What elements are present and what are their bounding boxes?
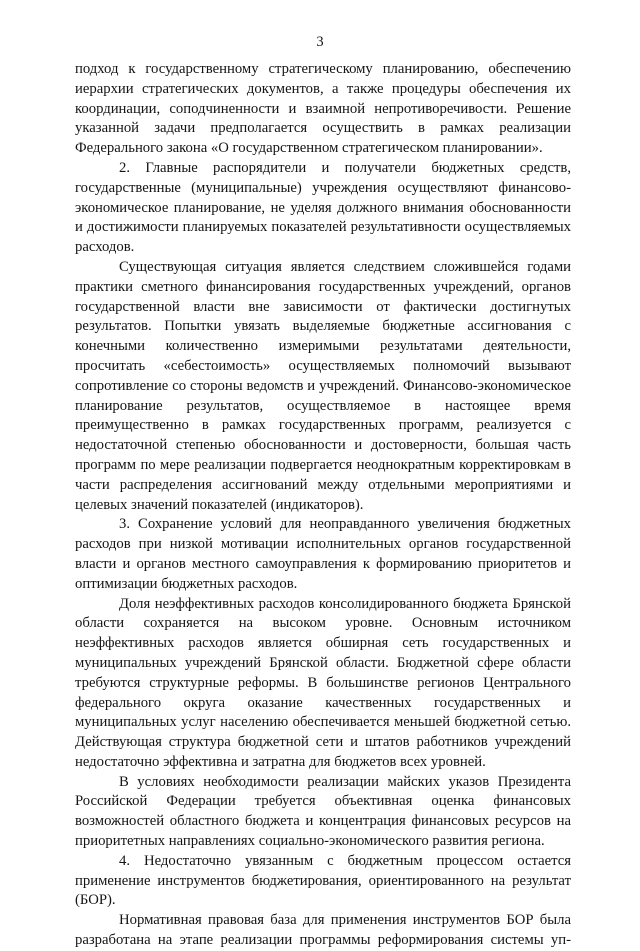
paragraph: 4. Недостаточно увязанным с бюджетным процессом остается применение инструментов бюджетирования, ориентированного на результат (БОР). [75, 852, 571, 909]
page-number: 3 [316, 34, 324, 50]
paragraph: Существующая ситуация является следствием сложившейся годами практики сметного финансирования государственных учреждений, органов государственной власти вне зависимости от фактически достигнутых результатов. Попытки увязать выделяемые бюджетные ассигнования с конечными количественно измеримыми результатами деятельности, просчитать «себестоимость» осуществляемых полномочий вызывают сопротивление со стороны ведомств и учреждений. Финансово-экономическое планирование результатов, осуществляемое в настоящее время преимущественно в рамках государственных программ, реализуется с недостаточной степенью обоснованности и достоверности, большая часть программ по мере реализации подвергается неоднократным корректировкам в части распределения ассигнований между отдельными мероприятиями и целевых значений показателей (индикаторов). [75, 258, 571, 513]
paragraph: Нормативная правовая база для применения инструментов БОР была разработана на этапе реализации программы реформирования системы уп- [75, 912, 571, 949]
paragraph: В условиях необходимости реализации майских указов Президента Российской Федерации требуется объективная оценка финансовых возможностей областного бюджета и концентрация финансовых ресурсов на приоритетных направлениях социально-экономического развития региона. [75, 773, 571, 850]
paragraph: 3. Сохранение условий для неоправданного увеличения бюджетных расходов при низкой мотивации исполнительных органов государственной власти и органов местного самоуправления к формированию приоритетов и оптимизации бюджетных расходов. [75, 516, 571, 592]
document-body [75, 60, 571, 951]
paragraph: 2. Главные распорядители и получатели бюджетных средств, государственные (муниципальные) учреждения осуществляют финансово-экономическое планирование, не уделяя должного внимания обоснованности и достижимости планируемых показателей результативности осуществляемых расходов. [75, 159, 571, 256]
paragraph: Доля неэффективных расходов консолидированного бюджета Брянской области сохраняется на высоком уровне. Основным источником неэффективных расходов является обширная сеть государственных и муниципальных учреждений Брянской области. Бюджетной сфере области требуются структурные реформы. В большинстве регионов Центрального федерального округа оказание качественных государственных и муниципальных услуг населению обеспечивается меньшей бюджетной сетью. Действующая структура бюджетной сети и штатов работников учреждений недостаточно эффективна и затратна для бюджетов всех уровней. [75, 595, 571, 770]
paragraph: подход к государственному стратегическому планированию, обеспечению иерархии стратегических документов, а также процедуры обеспечения их координации, соподчиненности и взаимной непротиворечивости. Решение указанной задачи предполагается осуществить в рамках реализации Федерального закона «О государственном стратегическом планировании». [75, 61, 571, 157]
